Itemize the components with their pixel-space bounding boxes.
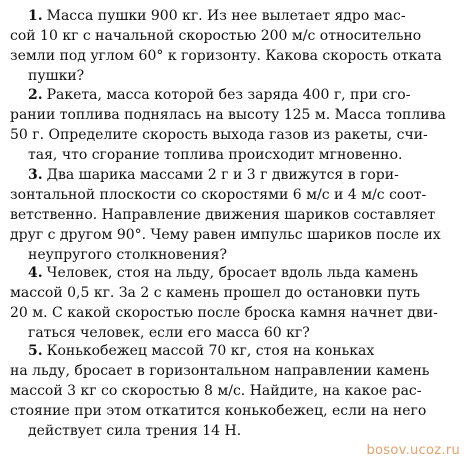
problem-text: Масса пушки 900 кг. Из нее вылетает ядро мас- bbox=[46, 8, 406, 24]
problem-line: земли под углом 60° к горизонту. Какова скорость отката bbox=[10, 48, 442, 64]
problem-text: Ракета, масса которой без заряда 400 г, при сго- bbox=[46, 87, 411, 103]
problem-2 bbox=[10, 85, 460, 165]
problem-line: стояние при этом откатится конькобежец, если на него bbox=[10, 403, 427, 419]
problem-line: гаться человек, если его масса 60 кг? bbox=[28, 325, 310, 341]
problem-line: тая, что сгорание топлива происходит мгновенно. bbox=[28, 147, 403, 163]
problem-1 bbox=[10, 6, 460, 86]
problem-line bbox=[10, 341, 460, 361]
problem-5 bbox=[10, 341, 460, 441]
problem-line bbox=[10, 165, 460, 185]
problem-line: 50 г. Определите скорость выхода газов из ракеты, счи- bbox=[10, 127, 428, 143]
problem-line: 20 м. С какой скоростью после броска камня начнет дви- bbox=[10, 305, 438, 321]
problem-line: на льду, бросает в горизонтальном направлении камень bbox=[10, 363, 430, 379]
problem-number: 5. bbox=[28, 343, 43, 359]
problem-line bbox=[10, 85, 460, 105]
problem-3 bbox=[10, 165, 460, 265]
problem-line: ветственно. Направление движения шариков составляет bbox=[10, 207, 436, 223]
problem-4 bbox=[10, 263, 460, 343]
site-watermark: bosov.ucoz.ru bbox=[366, 443, 460, 458]
problem-number: 1. bbox=[28, 8, 43, 24]
problem-number: 3. bbox=[28, 167, 43, 183]
problem-line: друг с другом 90°. Чему равен импульс шариков после их bbox=[10, 227, 441, 243]
problem-number: 4. bbox=[28, 265, 43, 281]
problem-number: 2. bbox=[28, 87, 43, 103]
problem-line bbox=[10, 263, 460, 283]
problem-text: Два шарика массами 2 г и 3 г движутся в гори- bbox=[46, 167, 399, 183]
problem-line: рании топлива поднялась на высоту 125 м. Масса топлива bbox=[10, 107, 446, 123]
problem-line: пушки? bbox=[28, 68, 85, 84]
problem-line: неупругого столкновения? bbox=[28, 247, 227, 263]
problem-line: массой 3 кг со скоростью 8 м/с. Найдите, на какое рас- bbox=[10, 383, 422, 399]
problem-line: действует сила трения 14 Н. bbox=[28, 423, 242, 439]
problem-line: сой 10 кг с начальной скоростью 200 м/с относительно bbox=[10, 28, 422, 44]
problem-line: массой 0,5 кг. За 2 с камень прошел до остановки путь bbox=[10, 285, 421, 301]
problem-line: зонтальной плоскости со скоростями 6 м/с и 4 м/с соот- bbox=[10, 187, 427, 203]
problem-line bbox=[10, 6, 460, 26]
problem-text: Конькобежец массой 70 кг, стоя на коньках bbox=[46, 343, 375, 359]
problem-text: Человек, стоя на льду, бросает вдоль льда камень bbox=[46, 265, 419, 281]
